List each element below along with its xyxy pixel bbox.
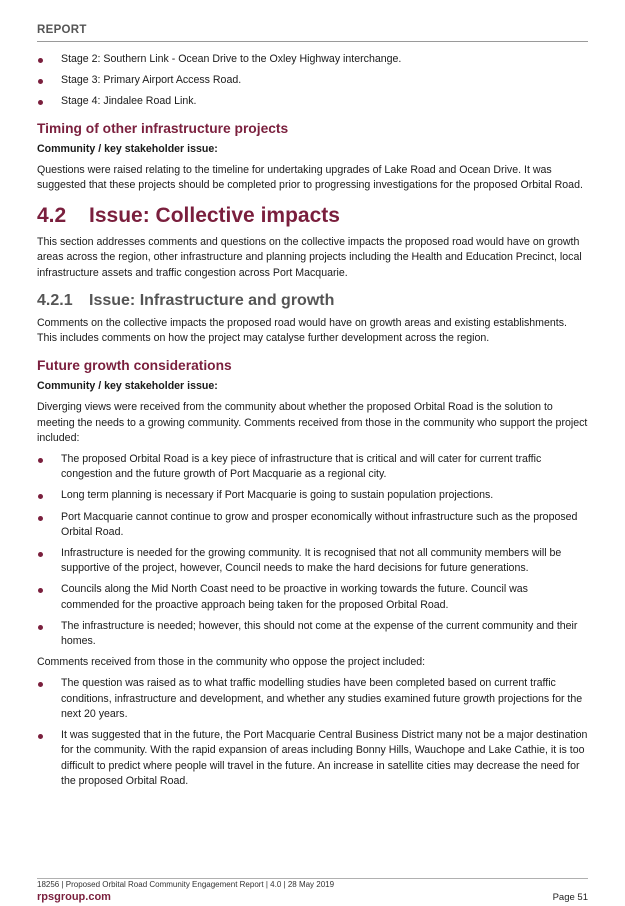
growth-issue-label: Community / key stakeholder issue:	[37, 380, 218, 393]
bullet-icon	[38, 494, 43, 499]
section-number: 4.2.1	[37, 291, 73, 309]
list-item-text: The question was raised as to what traffic modelling studies have been completed based on current traffic conditions, infrastructure and development, and whether any studies examined future growth projections for the next 20 years.	[61, 677, 583, 720]
list-item-text: The infrastructure is needed; however, this should not come at the expense of the current community and their homes.	[61, 619, 578, 648]
page-content	[37, 52, 588, 795]
bullet-icon	[38, 734, 43, 739]
section-number: 4.2	[37, 204, 67, 228]
footer-divider	[37, 878, 588, 879]
list-item-text: The proposed Orbital Road is a key piece of infrastructure that is critical and will cater for current traffic congestion and the future growth of Port Macquarie as a regional city.	[61, 453, 542, 481]
footer-site-link[interactable]: rpsgroup.com	[37, 891, 111, 903]
list-item-text: Stage 2: Southern Link - Ocean Drive to the Oxley Highway interchange.	[61, 53, 402, 65]
bullet-icon	[38, 588, 43, 593]
list-item	[37, 676, 588, 722]
bullet-icon	[38, 458, 43, 463]
header-divider	[37, 41, 588, 42]
bullet-icon	[38, 625, 43, 630]
list-item-text: Long term planning is necessary if Port Macquarie is going to sustain population projections.	[61, 489, 494, 502]
section-title: Issue: Collective impacts	[89, 204, 340, 228]
section-title: Issue: Infrastructure and growth	[89, 291, 335, 309]
growth-heading: Future growth considerations	[37, 358, 232, 374]
list-item	[37, 619, 588, 649]
list-item-text: Stage 3: Primary Airport Access Road.	[61, 74, 242, 87]
bullet-icon	[38, 79, 43, 84]
section-4-2-1-paragraph: Comments on the collective impacts the proposed road would have on growth areas and existing establishments. This includes comments on how the project may catalyse further development across the region.	[37, 316, 567, 345]
list-item-text: Infrastructure is needed for the growing community. It is recognised that not all community members will be supportive of the project, however, Council needs to make the hard decisions for future generations.	[61, 547, 562, 575]
list-item-text: Councils along the Mid North Coast need to be proactive in working towards the future. Council was commended for the proactive approach being taken for the proposed Orbital Road.	[61, 583, 528, 611]
list-item-text: Stage 4: Jindalee Road Link.	[61, 95, 197, 108]
list-item	[37, 94, 588, 109]
list-item	[37, 510, 588, 540]
growth-intro: Diverging views were received from the community about whether the proposed Orbital Road is the solution to meeting the needs to a growing community. Comments received from those in the community who support the project included:	[37, 401, 588, 444]
stage-list	[37, 52, 588, 110]
timing-paragraph: Questions were raised relating to the timeline for undertaking upgrades of Lake Road and Ocean Drive. It was suggested that these projects should be completed prior to progressing investigations for the proposed Orbital Road.	[37, 163, 583, 192]
list-item	[37, 452, 588, 482]
footer-reference: 18256 | Proposed Orbital Road Community Engagement Report | 4.0 | 28 May 2019	[37, 880, 335, 889]
section-4-2-heading	[37, 203, 588, 229]
list-item-text: Port Macquarie cannot continue to grow and prosper economically without infrastructure such as the proposed Orbital Road.	[61, 510, 578, 538]
page-number: Page 51	[552, 892, 588, 903]
list-item	[37, 728, 588, 789]
timing-issue-label: Community / key stakeholder issue:	[37, 142, 218, 155]
timing-heading: Timing of other infrastructure projects	[37, 120, 289, 136]
bullet-icon	[38, 58, 43, 63]
list-item	[37, 546, 588, 576]
list-item	[37, 52, 588, 67]
oppose-intro: Comments received from those in the community who oppose the project included:	[37, 656, 426, 669]
list-item	[37, 488, 588, 503]
bullet-icon	[38, 516, 43, 521]
list-item	[37, 582, 588, 612]
bullet-icon	[38, 682, 43, 687]
section-4-2-1-heading	[37, 291, 588, 311]
bullet-icon	[38, 552, 43, 557]
list-item-text: It was suggested that in the future, the Port Macquarie Central Business District many not be a major destination for the community. With the rapid expansion of areas including Bonny Hills, Wauchope and Lake Cathie, it is too difficult to predict where people will travel in the future. An increase in satellite cities may decrease the need for the proposed Orbital Road.	[61, 729, 588, 787]
support-list	[37, 452, 588, 649]
running-header: REPORT	[37, 24, 87, 36]
oppose-list	[37, 676, 588, 788]
section-4-2-paragraph: This section addresses comments and questions on the collective impacts the proposed road would have on growth areas across the region, other infrastructure and planning projects including the Health and Education Precinct, local infrastructure assets and traffic congestion across Port Macquarie.	[37, 236, 582, 279]
list-item	[37, 73, 588, 88]
bullet-icon	[38, 100, 43, 105]
